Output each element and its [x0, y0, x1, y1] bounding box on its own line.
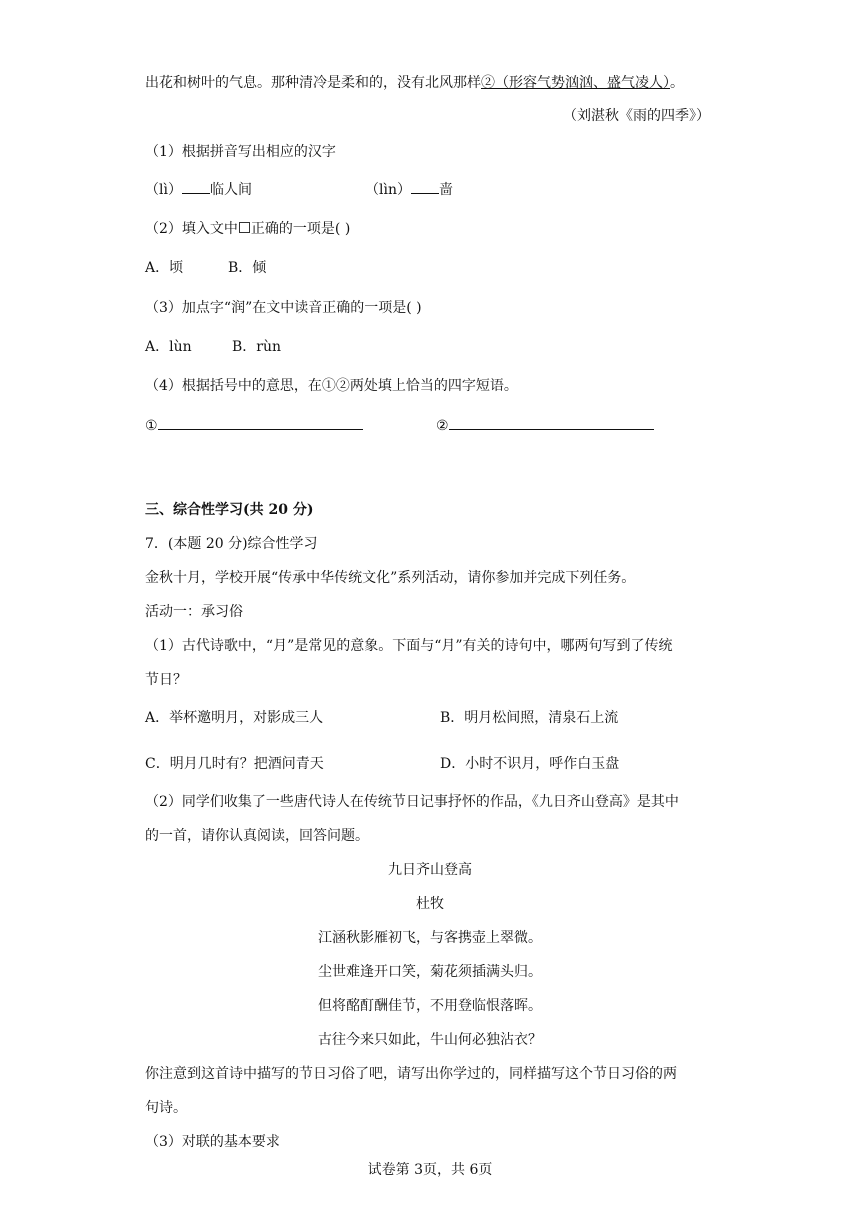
q3-option-a[interactable]: A．lùn: [145, 339, 192, 355]
passage-line: [145, 73, 684, 93]
q4-blank2-row: [436, 416, 654, 436]
passage-source: （刘湛秋《雨的四季》）: [563, 108, 710, 124]
q7-intro: 金秋十月，学校开展“传承中华传统文化”系列活动，请你参加并完成下列任务。: [145, 570, 636, 586]
page-footer: 试卷第 3页，共 6页: [367, 1162, 493, 1178]
q1-b-tail: 啬: [438, 182, 453, 198]
q4-blank1-row: [145, 416, 363, 436]
q1-row: [145, 180, 252, 200]
sub1-option-d[interactable]: D．小时不识月，呼作白玉盘: [440, 756, 620, 772]
q2-label: [145, 219, 350, 239]
q7-title: 7．(本题 20 分)综合性学习: [145, 536, 318, 552]
blank-box-icon: [239, 222, 250, 233]
q1-a-pinyin: （lì）: [145, 182, 182, 198]
q4-blank2-marker: ②: [436, 418, 449, 434]
poem-line: 但将酩酊酬佳节，不用登临恨落晖。: [318, 998, 542, 1014]
q1-a-tail: 临人间: [209, 182, 252, 198]
q4-blank1-marker: ①: [145, 418, 158, 434]
section-heading: 三、综合性学习(共 20 分): [145, 502, 314, 518]
q2-option-a[interactable]: A．顷: [145, 260, 184, 276]
sub2-line1: （2）同学们收集了一些唐代诗人在传统节日记事抒怀的作品，《九日齐山登高》是其中: [145, 794, 679, 810]
q1-label: （1）根据拼音写出相应的汉字: [145, 144, 336, 160]
q3-option-b[interactable]: B．rùn: [232, 339, 282, 355]
sub1-option-b[interactable]: B．明月松间照，清泉石上流: [440, 710, 619, 726]
sub1-option-a[interactable]: A．举杯邀明月，对影成三人: [145, 710, 324, 726]
sub2-question-line1: 你注意到这首诗中描写的节日习俗了吧，请写出你学过的，同样描写这个节日习俗的两: [145, 1066, 677, 1082]
q4-blank1-line[interactable]: [158, 429, 363, 430]
q1-b-blank[interactable]: [411, 193, 439, 194]
poem-line: 尘世难逢开口笑，菊花须插满头归。: [318, 964, 542, 980]
poem-line: 古往今来只如此，牛山何必独沾衣？: [318, 1032, 542, 1048]
sub1-line1: （1）古代诗歌中，“月”是常见的意象。下面与“月”有关的诗句中，哪两句写到了传统: [145, 638, 673, 654]
poem-line: 江涵秋影雁初飞，与客携壶上翠微。: [318, 930, 542, 946]
q2-label-pre: （2）填入文中: [145, 221, 238, 237]
q3-label: （3）加点字“润”在文中读音正确的一项是( ): [145, 300, 422, 316]
passage-text: 出花和树叶的气息。那种清冷是柔和的，没有北风那样: [145, 75, 481, 91]
q1-row-b: [365, 180, 453, 200]
activity-one: 活动一：承习俗: [145, 604, 243, 620]
sub1-line2: 节日？: [145, 672, 187, 688]
sub3-label: （3）对联的基本要求: [145, 1134, 280, 1150]
passage-underlined-hint: ②（形容气势汹汹、盛气凌人）: [481, 75, 670, 91]
q1-a-blank[interactable]: [182, 193, 210, 194]
passage-period: 。: [670, 75, 684, 91]
sub2-line2: 的一首，请你认真阅读，回答问题。: [145, 828, 369, 844]
q4-label: （4）根据括号中的意思，在①②两处填上恰当的四字短语。: [145, 378, 518, 394]
sub2-question-line2: 句诗。: [145, 1100, 187, 1116]
sub1-option-c[interactable]: C．明月几时有？把酒问青天: [145, 756, 324, 772]
q1-b-pinyin: （lìn）: [365, 182, 411, 198]
q2-label-post: 正确的一项是( ): [250, 221, 351, 237]
poem-author: 杜牧: [416, 896, 444, 912]
q4-blank2-line[interactable]: [449, 429, 654, 430]
poem-title: 九日齐山登高: [388, 862, 472, 878]
q2-option-b[interactable]: B．倾: [228, 260, 267, 276]
